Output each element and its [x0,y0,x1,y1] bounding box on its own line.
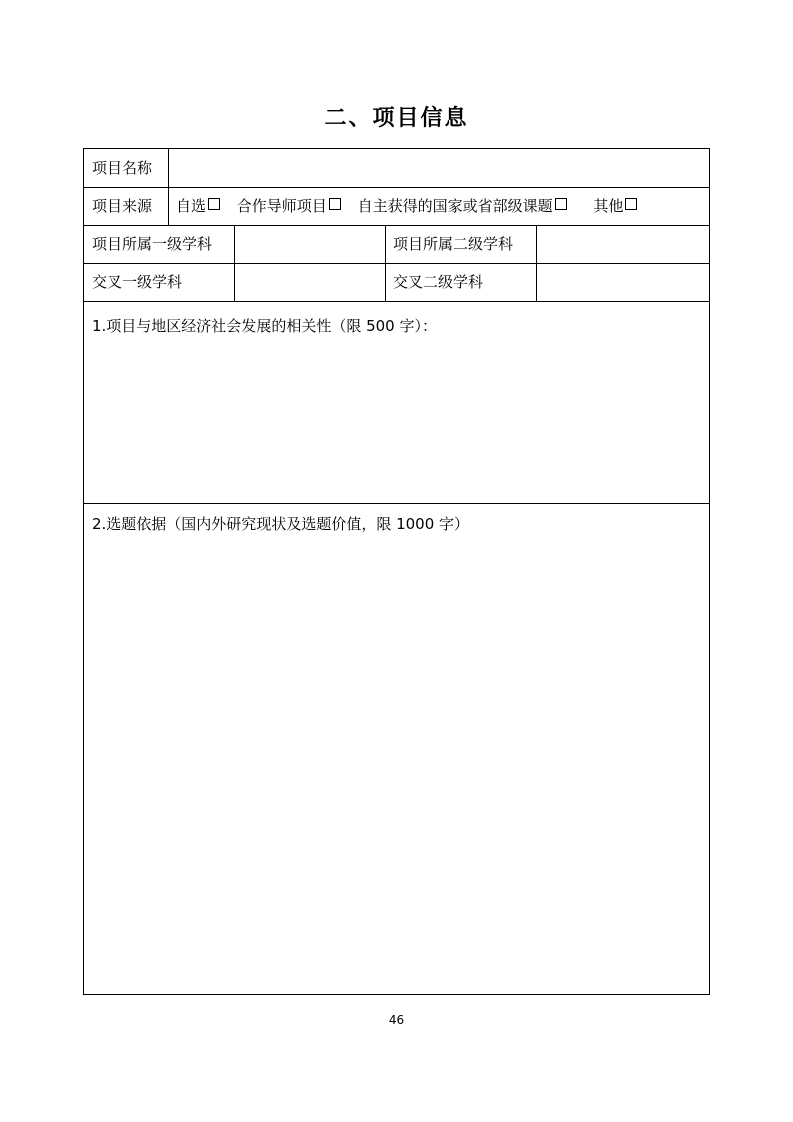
source-option-national[interactable]: 自主获得的国家或省部级课题 [358,196,567,216]
row-divider [84,503,709,504]
project-name-field[interactable] [170,150,708,186]
project-source-options [176,196,649,216]
relevance-text-area[interactable] [84,339,709,501]
project-name-label: 项目名称 [92,159,153,177]
basis-text-area[interactable] [84,539,709,993]
checkbox-icon[interactable] [555,198,567,210]
checkbox-icon[interactable] [208,198,220,210]
row-divider [84,187,709,188]
basis-prompt: 2.选题依据（国内外研究现状及选题价值，限 1000 字） [92,515,470,533]
source-option-other[interactable]: 其他 [593,196,637,216]
second-level-subject-field[interactable] [538,226,708,262]
project-info-form [83,148,710,995]
section-title: 二、项目信息 [324,106,469,131]
second-level-subject-label: 项目所属二级学科 [393,235,514,253]
page-number: 46 [388,1013,405,1027]
column-divider [385,225,386,301]
cross-first-level-field[interactable] [236,264,384,300]
column-divider [234,225,235,301]
relevance-prompt: 1.项目与地区经济社会发展的相关性（限 500 字）： [92,317,437,335]
cross-first-level-label: 交叉一级学科 [92,273,183,291]
checkbox-icon[interactable] [329,198,341,210]
source-option-self[interactable]: 自选 [176,196,220,216]
first-level-subject-label: 项目所属一级学科 [92,235,213,253]
row-divider [84,301,709,302]
column-divider [168,149,169,225]
checkbox-icon[interactable] [625,198,637,210]
cross-second-level-label: 交叉二级学科 [393,273,484,291]
cross-second-level-field[interactable] [538,264,708,300]
first-level-subject-field[interactable] [236,226,384,262]
column-divider [536,225,537,301]
project-source-label: 项目来源 [92,197,153,215]
source-option-advisor[interactable]: 合作导师项目 [237,196,341,216]
